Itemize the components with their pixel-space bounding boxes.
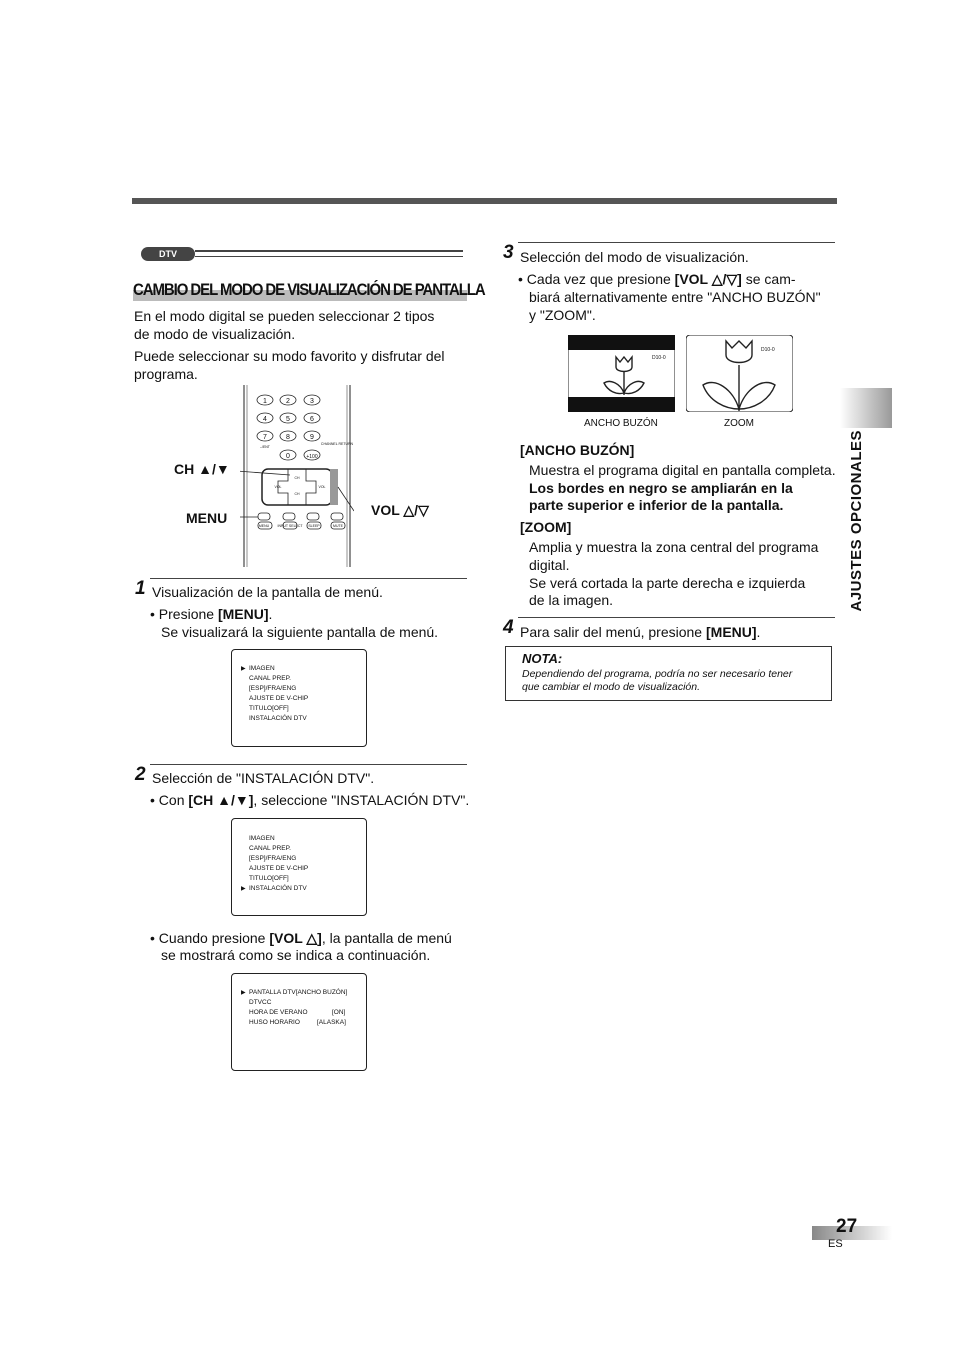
note-l2: que cambiar el modo de visualización. xyxy=(522,681,701,693)
menu-screen-3 xyxy=(231,973,367,1071)
cursor-arrow-icon: ▶ xyxy=(241,886,246,892)
intro-4: programa. xyxy=(134,366,198,382)
menu2-item: TITULO[OFF] xyxy=(249,875,289,882)
dtv-badge: DTV xyxy=(141,247,195,261)
remote-key-9: 9 xyxy=(310,434,314,441)
ancho-l3: parte superior e inferior de la pantalla. xyxy=(529,497,784,513)
ancho-heading: [ANCHO BUZÓN] xyxy=(520,442,635,458)
menu3-item: PANTALLA DTV[ANCHO BUZÓN] xyxy=(249,989,348,996)
remote-key-8: 8 xyxy=(286,434,290,441)
top-rule xyxy=(132,198,837,204)
step3-bullet-l3: y "ZOOM". xyxy=(529,307,596,323)
note-l1: Dependiendo del programa, podría no ser necesario tener xyxy=(522,668,793,680)
menu3-value: [ALASKA] xyxy=(317,1019,346,1026)
step3-number: 3 xyxy=(503,242,514,263)
step1-rule xyxy=(150,578,467,579)
menu1-item: AJUSTE DE V-CHIP xyxy=(249,695,309,702)
intro-1: En el modo digital se pueden seleccionar 2 tipos xyxy=(134,308,435,324)
zoom-l4: de la imagen. xyxy=(529,592,614,608)
step2-text: Selección de "INSTALACIÓN DTV". xyxy=(152,770,375,786)
menu1-item: CANAL PREP. xyxy=(249,675,291,682)
label-ch: CH ▲/▼ xyxy=(174,461,230,477)
intro-2: de modo de visualización. xyxy=(134,326,296,342)
label-menu: MENU xyxy=(186,510,228,526)
remote-key-100: +100 xyxy=(306,454,318,460)
badge-rule-thin xyxy=(195,256,463,257)
menu3-item: DTVCC xyxy=(249,999,272,1006)
menu1-item: INSTALACIÓN DTV xyxy=(249,715,307,722)
remote-sleep-label: SLEEP xyxy=(308,524,320,528)
menu3-value: [ON] xyxy=(332,1009,346,1016)
remote-key-0: 0 xyxy=(286,453,290,460)
image-code-1: D10-0 xyxy=(652,355,666,361)
zoom-heading: [ZOOM] xyxy=(520,519,572,535)
menu2-item: [ESP]/FRA/ENG xyxy=(249,855,297,862)
remote-vol-up-label: VOL xyxy=(318,485,326,489)
remote-illustration xyxy=(240,385,354,567)
step2b-line2: se mostrará como se indica a continuación. xyxy=(161,947,431,963)
remote-key-7: 7 xyxy=(263,434,267,441)
step2b-line1: • Cuando presione [VOL △], la pantalla de menú xyxy=(150,930,452,946)
step4-rule xyxy=(518,617,835,618)
menu-screen-1 xyxy=(231,649,367,747)
remote-key-4: 4 xyxy=(263,416,267,423)
sidebar-label xyxy=(848,430,878,620)
zoom-l3: Se verá cortada la parte derecha e izquierda xyxy=(529,575,806,591)
intro-3: Puede seleccionar su modo favorito y disfrutar del xyxy=(134,348,445,364)
remote-key-3: 3 xyxy=(310,398,314,405)
remote-key-6: 6 xyxy=(310,416,314,423)
step1-number: 1 xyxy=(135,578,146,599)
section-title-text: CAMBIO DEL MODO DE VISUALIZACIÓN DE PANTALLA xyxy=(133,280,485,299)
menu2-item: IMAGEN xyxy=(249,835,275,842)
remote-input-select-label: INPUT SELECT xyxy=(277,524,303,528)
note-title: NOTA: xyxy=(522,651,563,666)
step2-number: 2 xyxy=(135,764,146,785)
remote-ent-label: –/ENT xyxy=(260,445,270,449)
caption-letterbox: ANCHO BUZÓN xyxy=(584,418,658,429)
step1-text: Visualización de la pantalla de menú. xyxy=(152,584,383,600)
image-code-2: D10-0 xyxy=(761,347,775,353)
step3-bullet: • Cada vez que presione [VOL △/▽] se cam- xyxy=(518,271,796,287)
step3-rule xyxy=(518,242,835,243)
remote-key-1: 1 xyxy=(263,398,267,405)
remote-key-5: 5 xyxy=(286,416,290,423)
step2-rule xyxy=(150,764,467,765)
remote-ch-up-label: CH xyxy=(294,476,300,480)
menu2-item: INSTALACIÓN DTV xyxy=(249,885,307,892)
step2-bullet: • Con [CH ▲/▼], seleccione "INSTALACIÓN DTV". xyxy=(150,792,470,808)
step1-bullet: • Presione [MENU]. xyxy=(150,606,273,622)
ancho-l1: Muestra el programa digital en pantalla completa. xyxy=(529,462,836,478)
remote-channel-return-label: CHANNEL RETURN xyxy=(320,442,354,446)
remote-mute-label: MUTE xyxy=(333,524,343,528)
remote-ch-down-label: CH xyxy=(294,492,300,496)
menu2-item: CANAL PREP. xyxy=(249,845,291,852)
cursor-arrow-icon: ▶ xyxy=(241,990,246,996)
zoom-image xyxy=(686,335,793,412)
label-vol: VOL △/▽ xyxy=(371,502,429,518)
menu3-item: HORA DE VERANO xyxy=(249,1009,308,1016)
menu3-item: HUSO HORARIO xyxy=(249,1019,300,1026)
language-code: ES xyxy=(828,1238,843,1250)
step4-number: 4 xyxy=(503,617,514,638)
menu-screen-2 xyxy=(231,818,367,916)
step1-line2: Se visualizará la siguiente pantalla de menú. xyxy=(161,624,439,640)
letterbox-image xyxy=(568,335,675,412)
step3-text: Selección del modo de visualización. xyxy=(520,249,749,265)
sidebar-tab xyxy=(840,388,892,428)
menu1-item: TITULO[OFF] xyxy=(249,705,289,712)
remote-vol-down-label: VOL xyxy=(274,485,282,489)
badge-rule xyxy=(195,250,463,252)
menu1-item: [ESP]/FRA/ENG xyxy=(249,685,297,692)
ancho-l2: Los bordes en negro se ampliarán en la xyxy=(529,480,793,496)
zoom-l2: digital. xyxy=(529,557,570,573)
remote-key-2: 2 xyxy=(286,398,290,405)
zoom-l1: Amplia y muestra la zona central del programa xyxy=(529,539,819,555)
step3-bullet-l2: biará alternativamente entre "ANCHO BUZÓN" xyxy=(529,289,821,305)
section-title xyxy=(133,280,485,302)
menu1-item: IMAGEN xyxy=(249,665,275,672)
step4-text: Para salir del menú, presione [MENU]. xyxy=(520,624,761,640)
note-box xyxy=(505,646,832,701)
remote-menu-label: MENU xyxy=(258,524,270,528)
sidebar-label-text: AJUSTES OPCIONALES xyxy=(848,430,865,612)
cursor-arrow-icon: ▶ xyxy=(241,666,246,672)
menu2-item: AJUSTE DE V-CHIP xyxy=(249,865,309,872)
page-number: 27 xyxy=(836,1216,858,1237)
caption-zoom: ZOOM xyxy=(724,418,754,429)
